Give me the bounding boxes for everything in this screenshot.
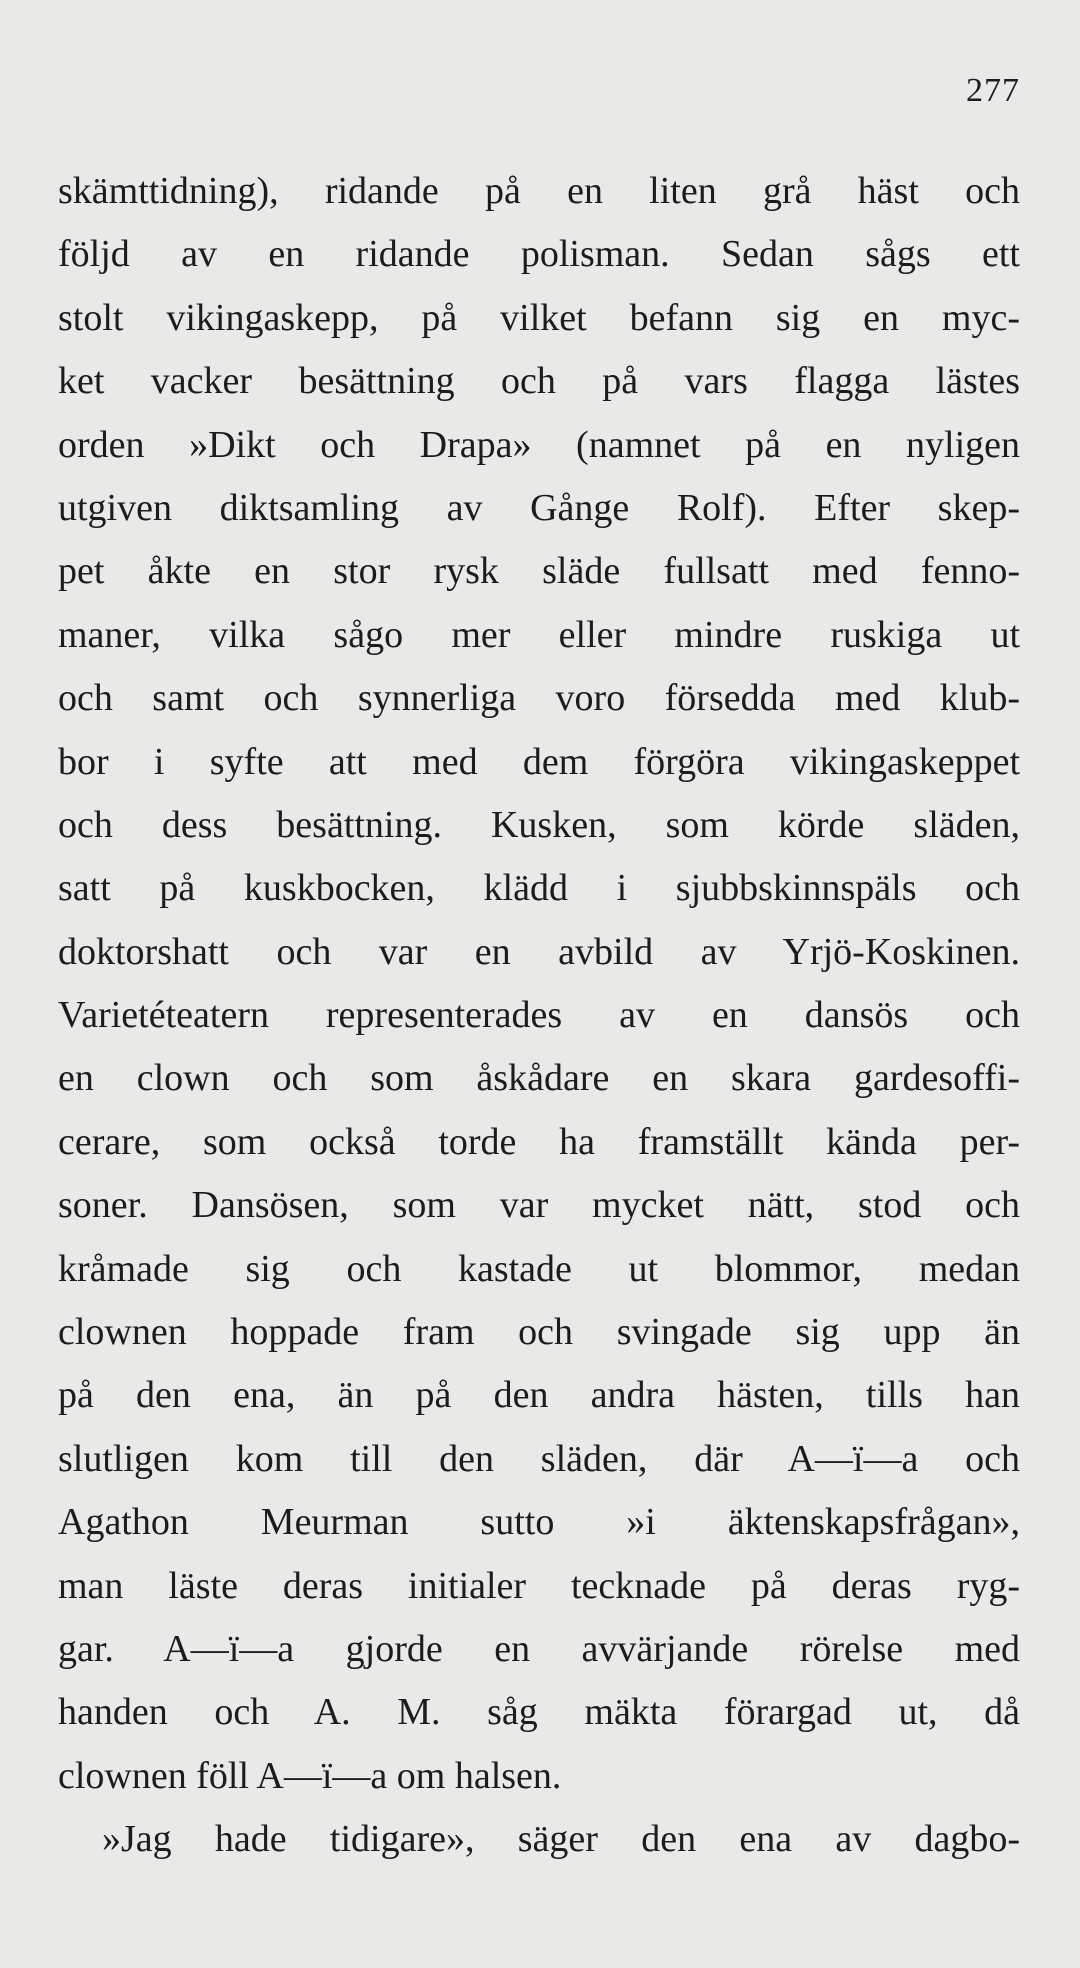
text-line: kråmade sig och kastade ut blommor, medan bbox=[58, 1247, 1020, 1290]
text-line: Varietéteatern representerades av en dansös och bbox=[58, 994, 1020, 1037]
text-line: satt på kuskbocken, klädd i sjubbskinnspäls och bbox=[58, 867, 1020, 910]
text-line: följd av en ridande polisman. Sedan sågs ett bbox=[58, 233, 1020, 276]
text-line: cerare, som också torde ha framställt kända per- bbox=[58, 1120, 1020, 1163]
text-line: utgiven diktsamling av Gånge Rolf). Efter skep- bbox=[58, 486, 1020, 529]
text-line: gar. A—ï—a gjorde en avvärjande rörelse med bbox=[58, 1627, 1020, 1670]
text-line: clownen hoppade fram och svingade sig upp än bbox=[58, 1311, 1020, 1354]
text-line: man läste deras initialer tecknade på deras ryg- bbox=[58, 1564, 1020, 1607]
text-line: pet åkte en stor rysk släde fullsatt med fenno- bbox=[58, 550, 1020, 593]
text-line: en clown och som åskådare en skara gardesoffi- bbox=[58, 1057, 1020, 1100]
paragraph-start-line: »Jag hade tidigare», säger den ena av dagbo- bbox=[102, 1818, 1020, 1861]
text-line: och samt och synnerliga voro försedda med klub- bbox=[58, 677, 1020, 720]
text-line: orden »Dikt och Drapa» (namnet på en nyligen bbox=[58, 423, 1020, 466]
paragraph-end-line: clownen föll A—ï—a om halsen. bbox=[58, 1754, 562, 1797]
text-line: skämttidning), ridande på en liten grå häst och bbox=[58, 170, 1020, 212]
text-line: Agathon Meurman sutto »i äktenskapsfrågan», bbox=[58, 1501, 1020, 1544]
page-number: 277 bbox=[966, 72, 1020, 109]
text-line: stolt vikingaskepp, på vilket befann sig en myc- bbox=[58, 296, 1020, 339]
text-line: soner. Dansösen, som var mycket nätt, stod och bbox=[58, 1184, 1020, 1227]
text-line: doktorshatt och var en avbild av Yrjö-Koskinen. bbox=[58, 930, 1020, 973]
text-line: och dess besättning. Kusken, som körde släden, bbox=[58, 803, 1020, 846]
text-line: ket vacker besättning och på vars flagga lästes bbox=[58, 360, 1020, 403]
text-line: handen och A. M. såg mäkta förargad ut, då bbox=[58, 1691, 1020, 1734]
text-line: på den ena, än på den andra hästen, tills han bbox=[58, 1374, 1020, 1417]
text-line: maner, vilka sågo mer eller mindre ruskiga ut bbox=[58, 613, 1020, 656]
text-line: slutligen kom till den släden, där A—ï—a och bbox=[58, 1437, 1020, 1480]
body-text bbox=[58, 160, 1020, 1872]
text-line: bor i syfte att med dem förgöra vikingaskeppet bbox=[58, 740, 1020, 783]
